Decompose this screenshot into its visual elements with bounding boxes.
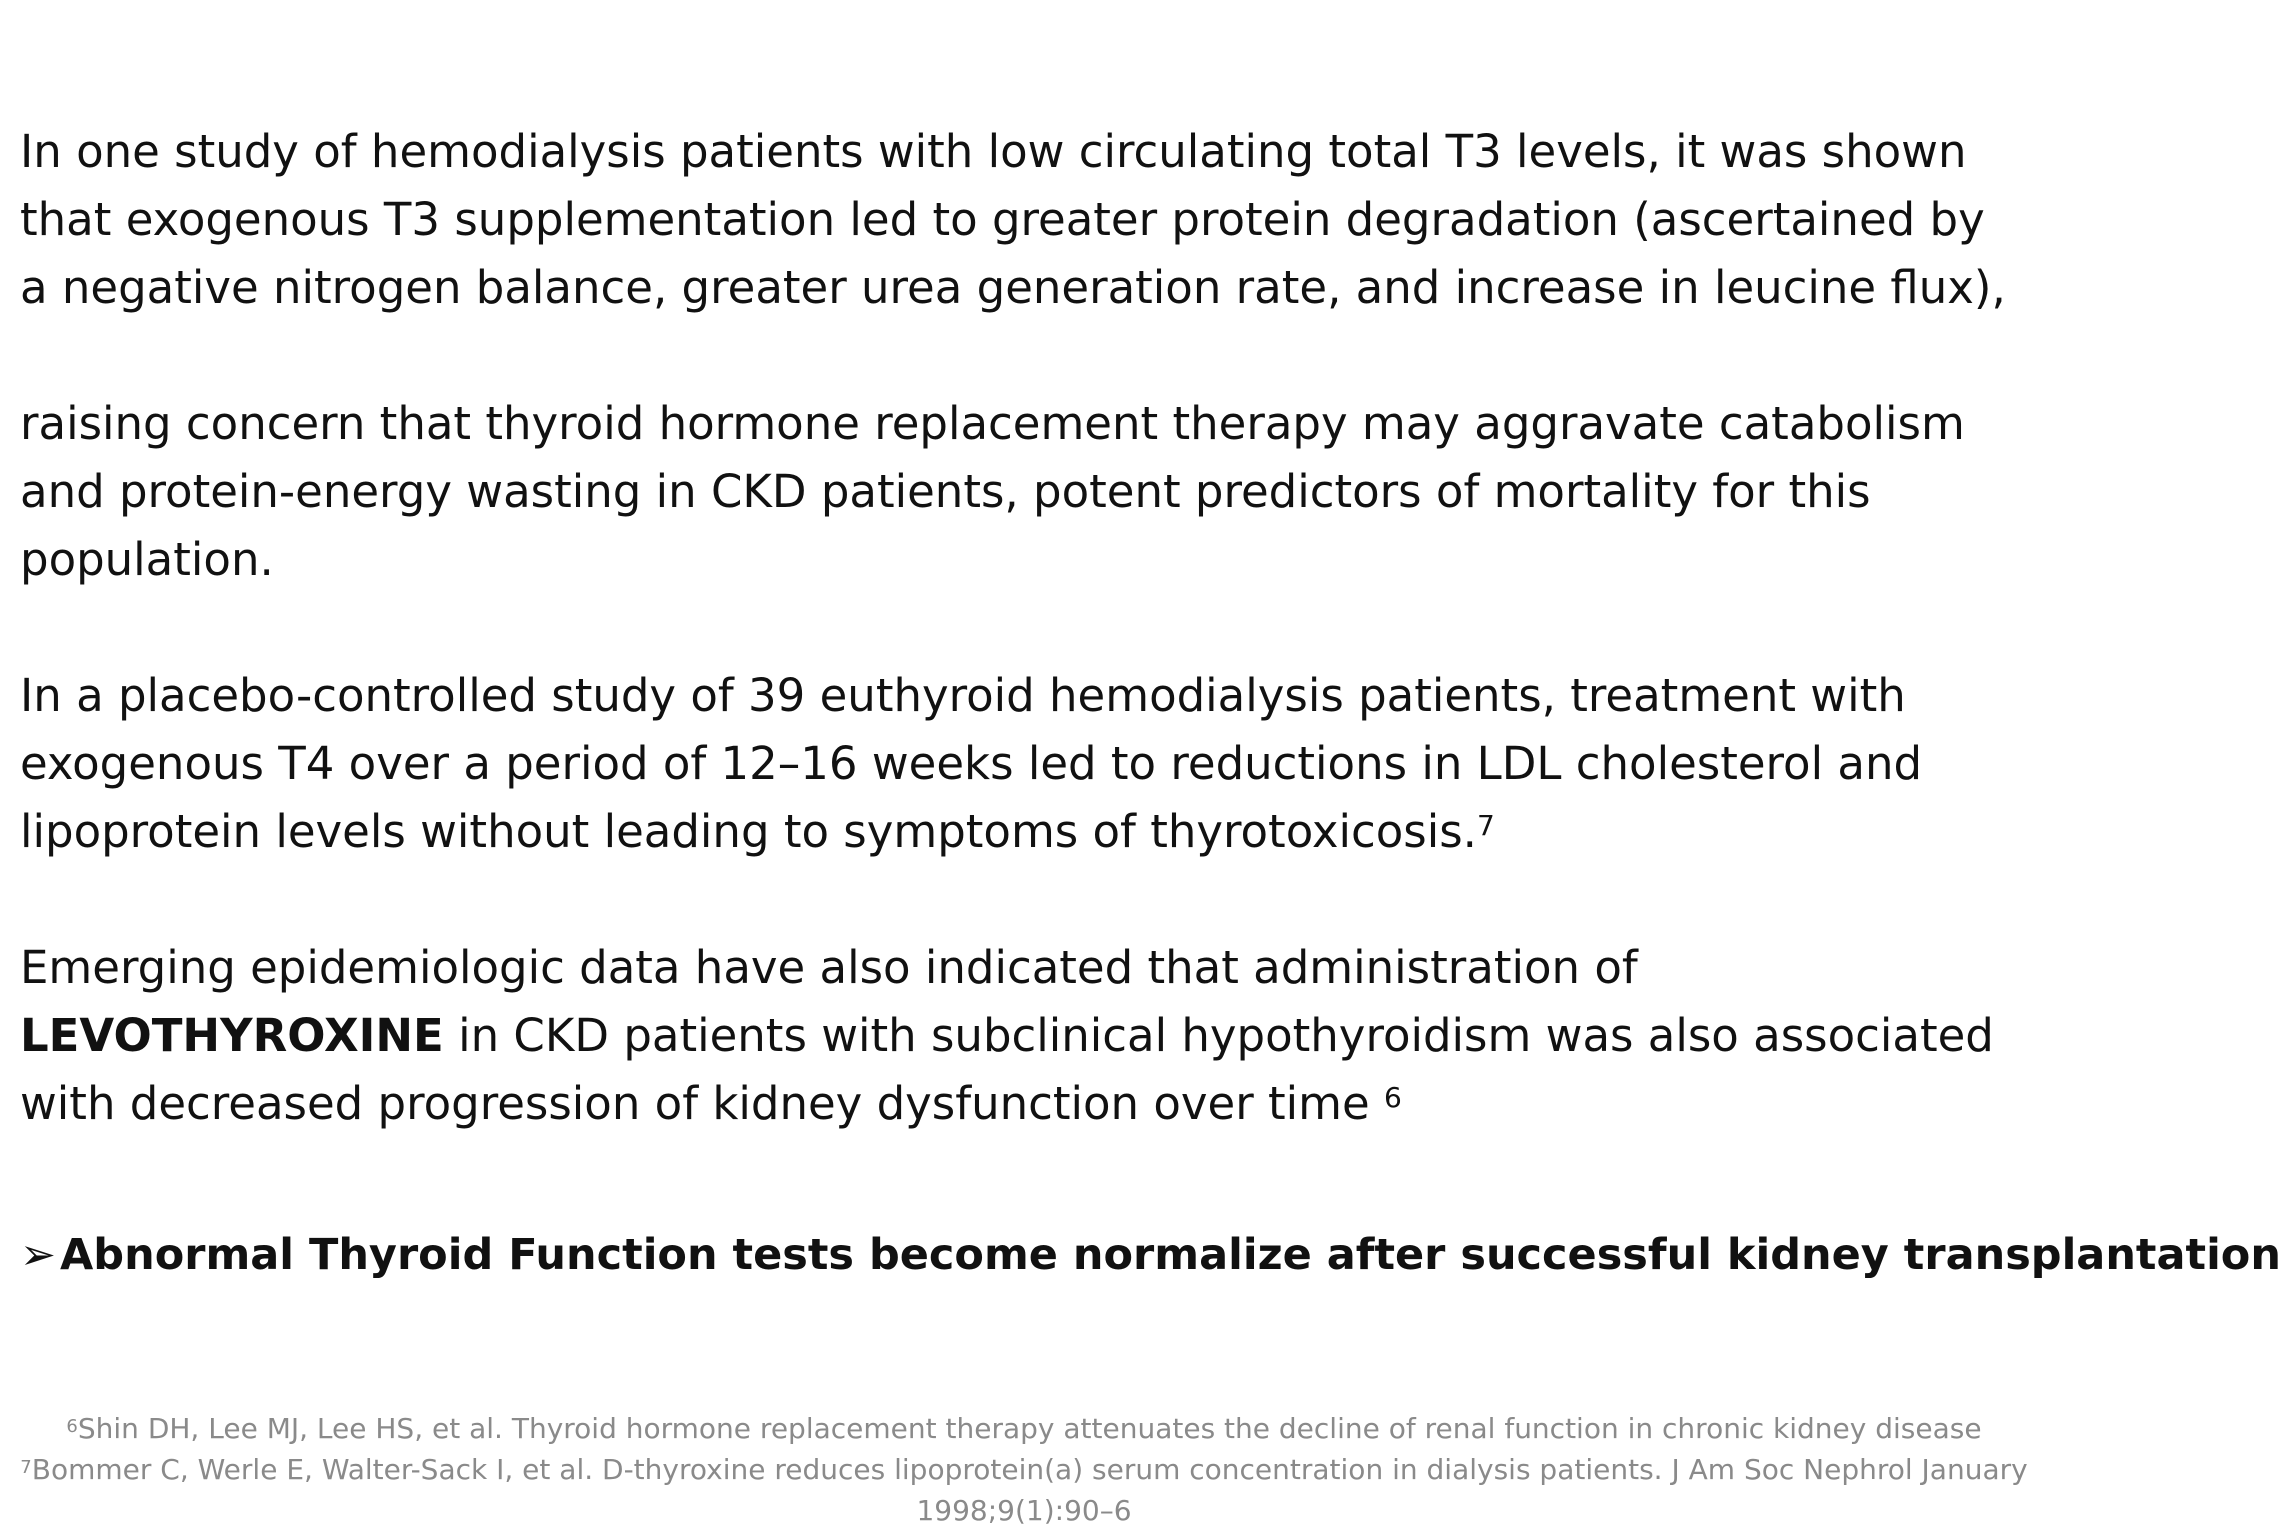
text-line: population. xyxy=(20,533,274,586)
spacer xyxy=(20,322,2030,390)
key-point-bullet xyxy=(20,1225,2281,1285)
reference-text: Bommer C, Werle E, Walter-Sack I, et al. D-thyroxine reduces lipoprotein(a) serum concentration in dialysis patients. J Am Soc Nephrol January xyxy=(31,1453,2028,1486)
text-line: lipoprotein levels without leading to symptoms of thyrotoxicosis. xyxy=(20,805,1477,858)
text-line: exogenous T4 over a period of 12–16 weeks led to reductions in LDL cholesterol and xyxy=(20,737,1923,790)
citation-superscript: 6 xyxy=(1384,1081,1402,1114)
text-line: Emerging epidemiologic data have also indicated that administration of xyxy=(20,941,1638,994)
text-line: a negative nitrogen balance, greater urea generation rate, and increase in leucine flux), xyxy=(20,261,2006,314)
text-line: raising concern that thyroid hormone replacement therapy may aggravate catabolism xyxy=(20,397,1965,450)
paragraph-t4-study xyxy=(20,662,2030,866)
paragraph-t3-study xyxy=(20,118,2030,322)
spacer xyxy=(20,866,2030,934)
paragraph-concern xyxy=(20,390,2030,594)
key-point-text: Abnormal Thyroid Function tests become normalize after successful kidney transplantation xyxy=(60,1230,2281,1280)
text-line: with decreased progression of kidney dysfunction over time xyxy=(20,1077,1384,1130)
text-line: in CKD patients with subclinical hypothyroidism was also associated xyxy=(443,1009,1994,1062)
reference-7 xyxy=(0,1449,2048,1490)
text-line: In one study of hemodialysis patients with low circulating total T3 levels, it was shown xyxy=(20,125,1967,178)
reference-number: 7 xyxy=(20,1457,32,1478)
citation-superscript: 7 xyxy=(1476,809,1495,842)
spacer xyxy=(20,594,2030,662)
text-line: In a placebo-controlled study of 39 euthyroid hemodialysis patients, treatment with xyxy=(20,669,1906,722)
levothyroxine-emphasis: LEVOTHYROXINE xyxy=(20,1009,444,1062)
reference-6 xyxy=(0,1408,2048,1449)
reference-7-continued xyxy=(0,1490,2048,1531)
references xyxy=(0,1408,2048,1531)
arrow-bullet-icon: ➢ xyxy=(20,1230,57,1280)
reference-text: Shin DH, Lee MJ, Lee HS, et al. Thyroid hormone replacement therapy attenuates the decline of renal function in chronic kidney disease xyxy=(77,1412,1982,1445)
text-line: that exogenous T3 supplementation led to greater protein degradation (ascertained by xyxy=(20,193,1985,246)
reference-number: 6 xyxy=(66,1416,78,1437)
reference-text: 1998;9(1):90–6 xyxy=(916,1494,1132,1527)
body-text xyxy=(20,118,2030,1138)
text-line: and protein-energy wasting in CKD patients, potent predictors of mortality for this xyxy=(20,465,1871,518)
paragraph-levothyroxine xyxy=(20,934,2030,1138)
